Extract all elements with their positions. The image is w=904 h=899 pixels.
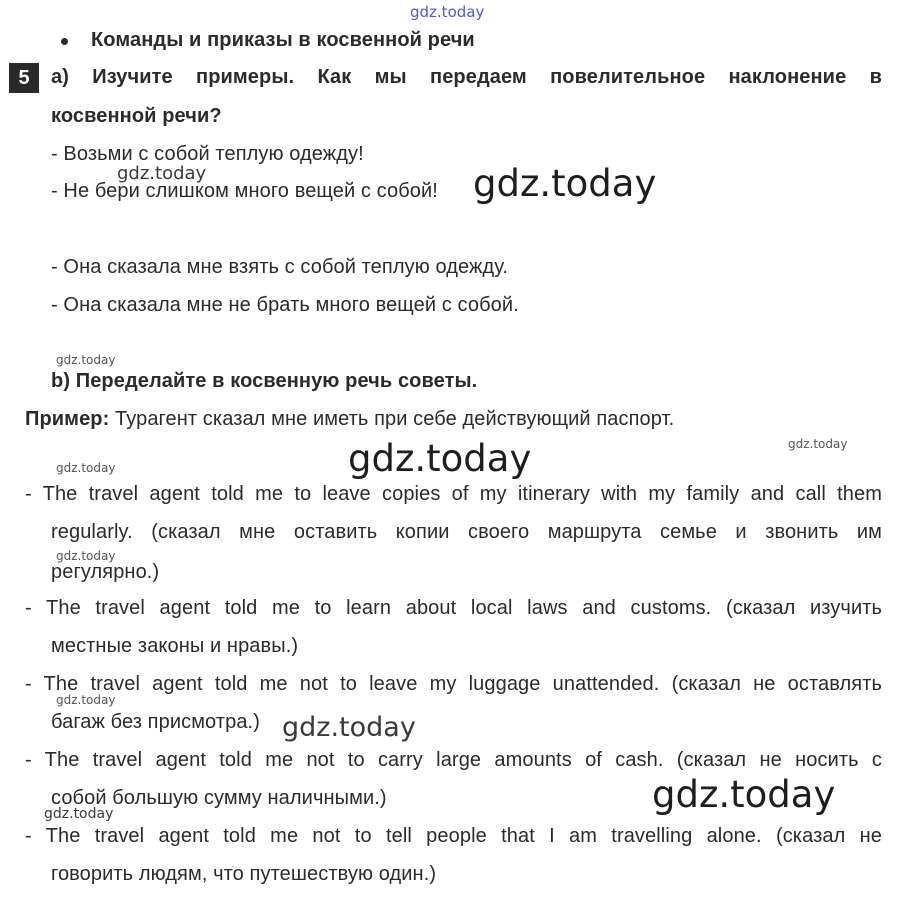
example-text: Турагент сказал мне иметь при себе действующий паспорт. [109, 408, 675, 430]
answer-1-line2: regularly. (сказал мне оставить копии своего маршрута семье и звонить им [51, 521, 882, 543]
example-line-3: - Она сказала мне взять с собой теплую одежду. [51, 256, 509, 278]
example-line-1: - Возьми с собой теплую одежду! [51, 143, 364, 165]
bullet-icon [61, 38, 68, 45]
watermark-tiny-3: gdz.today [56, 461, 116, 475]
watermark-small-1: gdz.today [117, 163, 207, 184]
part-a-title-line1: a) Изучите примеры. Как мы передаем повелительное наклонение в [51, 66, 882, 88]
example-label: Пример: [25, 408, 110, 430]
watermark-top: gdz.today [410, 3, 485, 21]
answer-5-line1: - The travel agent told me not to tell people that I am travelling alone. (сказал не [25, 825, 882, 847]
answer-1-line3: регулярно.) [51, 561, 160, 583]
answer-4-line1: - The travel agent told me not to carry large amounts of cash. (сказал не носить с [25, 749, 882, 771]
answer-5-line2: говорить людям, что путешествую один.) [51, 863, 437, 885]
example-line-4: - Она сказала мне не брать много вещей с собой. [51, 294, 519, 316]
watermark-tiny-5: gdz.today [56, 693, 116, 707]
watermark-large-2: gdz.today [348, 437, 532, 480]
answer-4-line2: собой большую сумму наличными.) [51, 787, 387, 809]
watermark-large-3: gdz.today [652, 773, 836, 816]
part-a-title-line2: косвенной речи? [51, 105, 222, 127]
watermark-tiny-1: gdz.today [56, 353, 116, 367]
answer-2-line2: местные законы и нравы.) [51, 635, 299, 657]
example-line-2: - Не бери слишком много вещей с собой! [51, 180, 438, 202]
answer-2-line1: - The travel agent told me to learn about local laws and customs. (сказал изучить [25, 597, 882, 619]
answer-3-line1: - The travel agent told me not to leave my luggage unattended. (сказал не оставлять [25, 673, 882, 695]
watermark-tiny-4: gdz.today [56, 549, 116, 563]
section-heading: Команды и приказы в косвенной речи [91, 29, 475, 51]
exercise-number-badge: 5 [9, 63, 39, 93]
watermark-small-2: gdz.today [44, 806, 114, 822]
watermark-tiny-2: gdz.today [788, 437, 848, 451]
watermark-medium-1: gdz.today [282, 712, 416, 743]
answer-3-line2: багаж без присмотра.) [51, 711, 260, 733]
answer-1-line1: - The travel agent told me to leave copies of my itinerary with my family and call them [25, 483, 882, 505]
example-sentence [25, 408, 674, 431]
part-b-title: b) Переделайте в косвенную речь советы. [51, 370, 478, 392]
watermark-large-1: gdz.today [473, 162, 657, 205]
